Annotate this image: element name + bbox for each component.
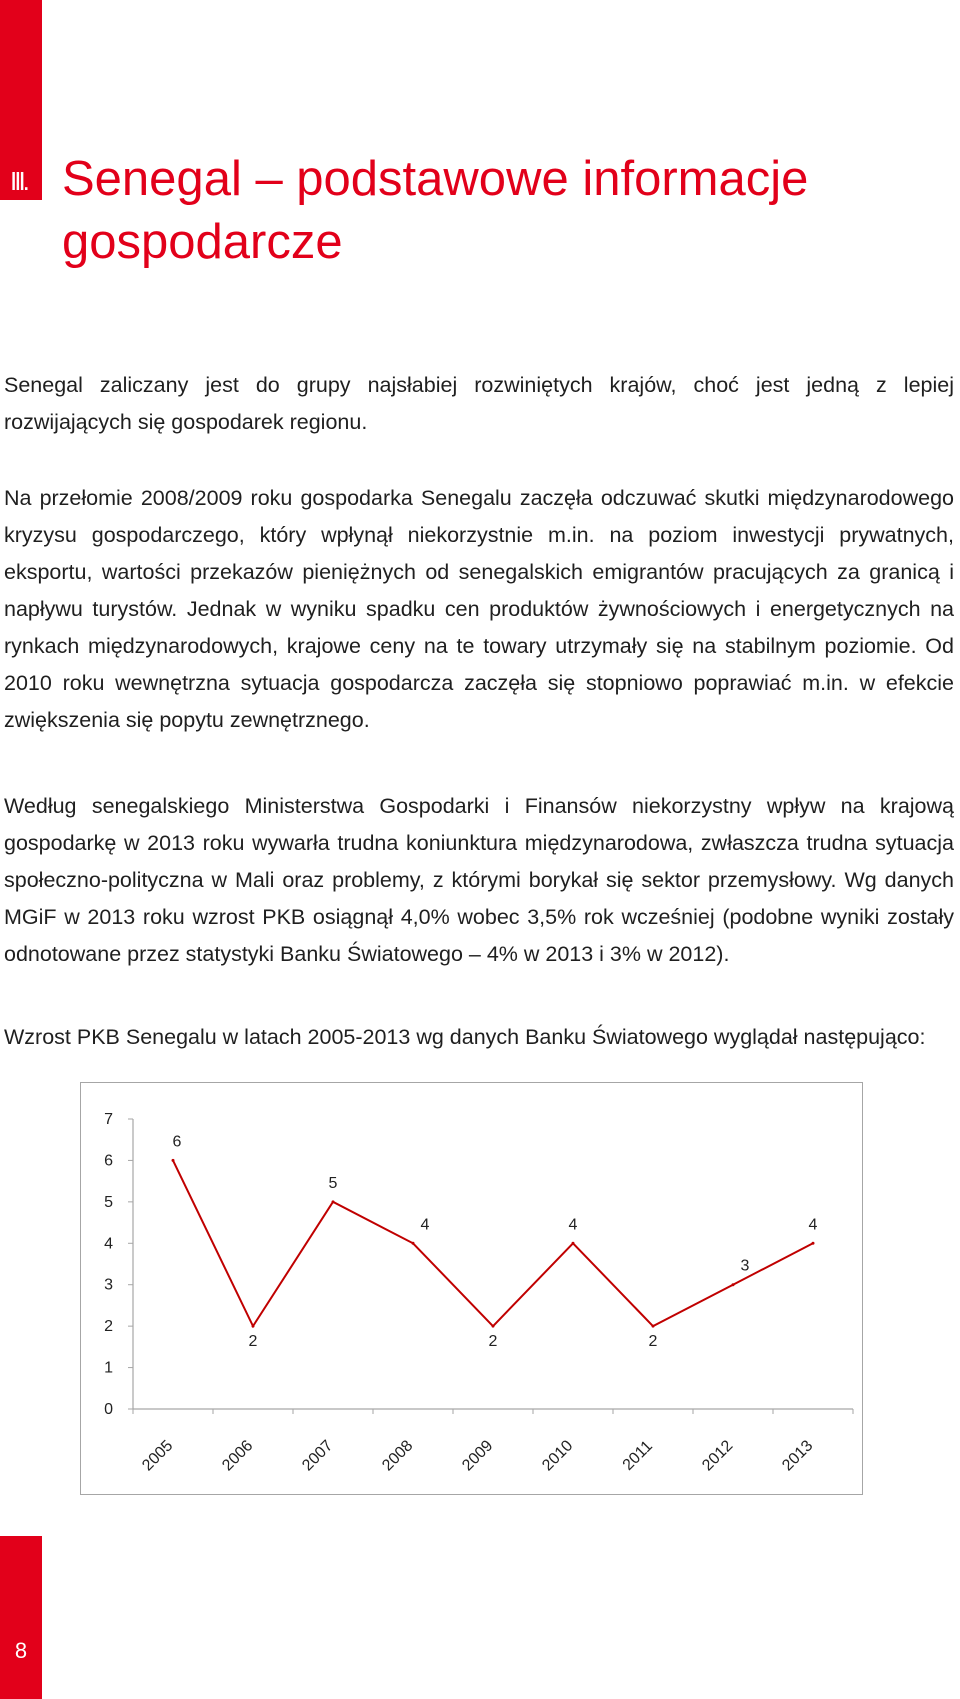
x-tick-label: 2007 xyxy=(299,1437,337,1475)
x-tick-label: 2005 xyxy=(139,1437,177,1475)
x-tick-label: 2009 xyxy=(459,1437,497,1475)
data-point xyxy=(172,1159,175,1162)
data-point xyxy=(332,1200,335,1203)
x-tick-label: 2008 xyxy=(379,1437,417,1475)
x-tick-label: 2013 xyxy=(779,1437,817,1475)
page-title: Senegal – podstawowe informacje gospodarcze xyxy=(62,152,809,269)
data-point xyxy=(732,1283,735,1286)
data-point xyxy=(252,1325,255,1328)
paragraph-chart-intro: Wzrost PKB Senegalu w latach 2005-2013 wg danych Banku Światowego wyglądał następująco: xyxy=(4,1025,926,1049)
series-line xyxy=(173,1160,813,1326)
data-label: 2 xyxy=(248,1333,258,1351)
chapter-mark: III. xyxy=(10,166,27,196)
red-side-bar-bottom xyxy=(0,1536,42,1699)
data-point xyxy=(652,1325,655,1328)
y-tick-label: 0 xyxy=(104,1401,113,1418)
page-number: 8 xyxy=(14,1638,28,1663)
data-label: 4 xyxy=(420,1216,430,1234)
data-point xyxy=(812,1242,815,1245)
gdp-growth-chart xyxy=(80,1082,863,1495)
data-label: 2 xyxy=(648,1333,658,1351)
data-point xyxy=(572,1242,575,1245)
data-label: 2 xyxy=(488,1333,498,1351)
y-tick-label: 2 xyxy=(104,1318,113,1336)
y-tick-label: 5 xyxy=(104,1193,113,1211)
y-tick-label: 1 xyxy=(104,1359,113,1377)
paragraph-intro: Senegal zaliczany jest do grupy najsłabiej rozwiniętych krajów, choć jest jedną z lepiej rozwijających się gospodarek regionu. xyxy=(4,373,954,434)
y-tick-label: 4 xyxy=(104,1235,113,1253)
x-tick-label: 2012 xyxy=(699,1437,737,1475)
x-tick-label: 2006 xyxy=(219,1437,257,1475)
data-label: 4 xyxy=(568,1216,578,1234)
data-label: 5 xyxy=(328,1174,338,1192)
y-tick-label: 3 xyxy=(104,1276,113,1294)
data-label: 3 xyxy=(740,1257,750,1275)
paragraph-crisis: Na przełomie 2008/2009 roku gospodarka Senegalu zaczęła odczuwać skutki międzynarodowego kryzysu gospodarczego, który wpłynął niekorzystnie m.in. na poziom inwestycji prywatnych, eksportu, wartości przekazów pieniężnych od senegalskich emigrantów pracujących za granicą i napływu turystów. Jednak w wyniku spadku cen produktów żywnościowych i energetycznych na rynkach międzynarodowych, krajowe ceny na te towary utrzymały się na stabilnym poziomie. Od 2010 roku wewnętrzna sytuacja gospodarcza zaczęła się stopniowo poprawiać m.in. w efekcie zwiększenia się popytu zewnętrznego. xyxy=(4,486,954,732)
data-label: 4 xyxy=(808,1216,818,1234)
x-tick-label: 2010 xyxy=(539,1437,577,1475)
x-tick-label: 2011 xyxy=(619,1437,656,1474)
data-point xyxy=(412,1242,415,1245)
paragraph-ministry: Według senegalskiego Ministerstwa Gospodarki i Finansów niekorzystny wpływ na krajową gospodarkę w 2013 roku wywarła trudna koniunktura międzynarodowa, zwłaszcza trudna sytuacja społeczno-polityczna w Mali oraz problemy, z którymi borykał się sektor przemysłowy. Wg danych MGiF w 2013 roku wzrost PKB osiągnął 4,0% wobec 3,5% rok wcześniej (podobne wyniki zostały odnotowane przez statystyki Banku Światowego – 4% w 2013 i 3% w 2012). xyxy=(4,794,954,966)
chart-canvas xyxy=(81,1083,864,1496)
y-tick-label: 7 xyxy=(104,1111,113,1128)
data-label: 6 xyxy=(172,1133,182,1151)
y-tick-label: 6 xyxy=(104,1152,113,1170)
data-point xyxy=(492,1325,495,1328)
